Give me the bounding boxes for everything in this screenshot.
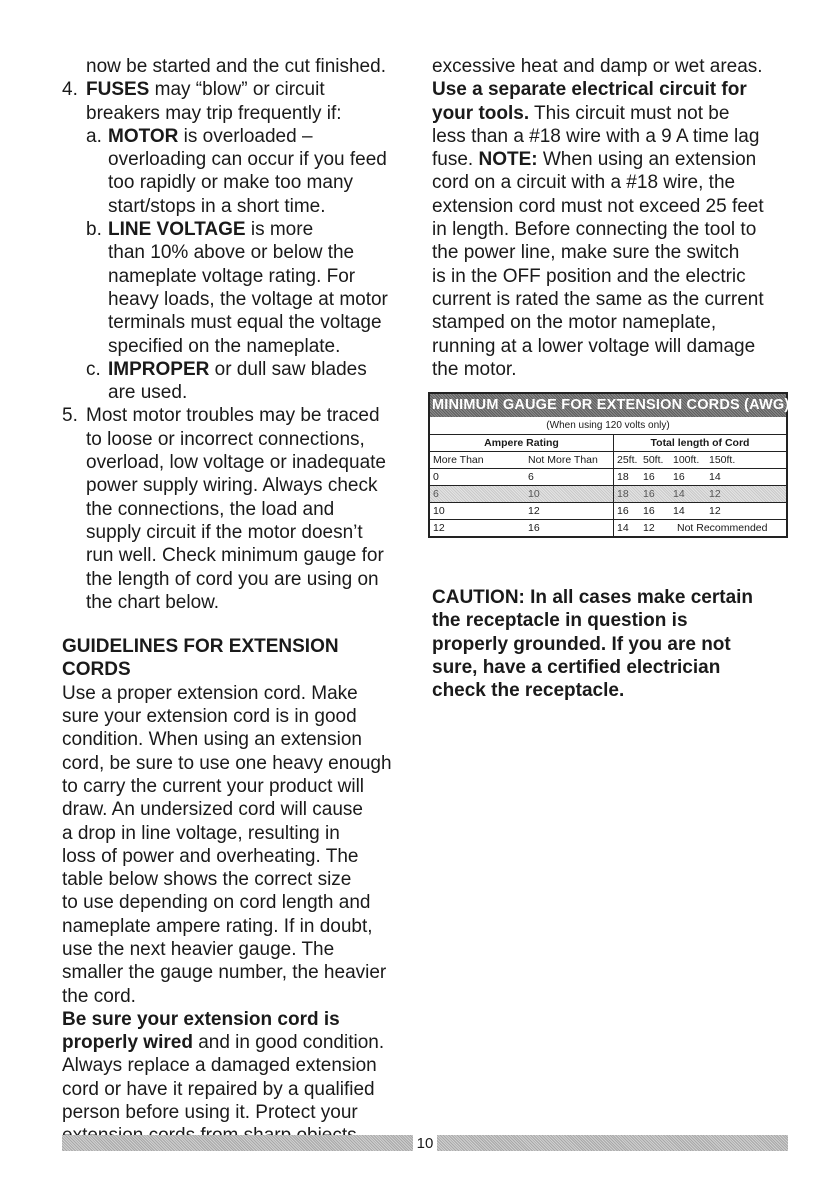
row-gauges [614, 486, 786, 502]
text-line: nameplate voltage rating. For [108, 265, 356, 287]
subheader-right [614, 452, 786, 468]
col-length: 100ft. [673, 453, 700, 466]
text-line: breakers may trip frequently if: [86, 102, 342, 124]
footer-bar-right [437, 1135, 788, 1151]
line-voltage-label: LINE VOLTAGE [108, 219, 246, 241]
table-subtitle: (When using 120 volts only) [430, 417, 786, 435]
cell-gauge: 12 [709, 504, 721, 517]
cell-gauge: 18 [617, 487, 629, 500]
text-line: may “blow” or circuit [149, 79, 325, 101]
list-number: 5. [62, 405, 78, 427]
text-line: Use a proper extension cord. Make [62, 682, 358, 704]
text-line: condition. When using an extension [62, 729, 362, 751]
text-line: supply circuit if the motor doesn’t [86, 521, 363, 543]
text-line: the motor. [432, 358, 517, 380]
cell-gauge: 16 [643, 504, 655, 517]
text-line: power supply wiring. Always check [86, 475, 378, 497]
text-line: to use depending on cord length and [62, 892, 371, 914]
cell-gauge: 12 [709, 487, 721, 500]
text-line: specified on the nameplate. [108, 335, 341, 357]
footer-bar-left [62, 1135, 413, 1151]
text-line: are used. [108, 382, 188, 404]
cell-gauge: 14 [709, 470, 721, 483]
text-line: use the next heavier gauge. The [62, 938, 335, 960]
cell-gauge: 16 [643, 470, 655, 483]
guidelines-paragraph [62, 682, 412, 1008]
cell-notmore: 6 [528, 470, 534, 483]
sub-item-c [86, 358, 412, 381]
text-line: person before using it. Protect your [62, 1102, 358, 1124]
cell-gauge: 16 [643, 487, 655, 500]
text-line: the chart below. [86, 591, 220, 613]
text-line: heavy loads, the voltage at motor [108, 288, 388, 310]
sub-list [62, 125, 412, 405]
row-ampere [430, 469, 614, 485]
list-item-5 [62, 404, 412, 427]
sub-letter: c. [86, 358, 101, 380]
cell-notmore: 16 [528, 521, 540, 534]
list-number: 4. [62, 79, 78, 101]
text-line: Always replace a damaged extension [62, 1055, 377, 1077]
cell-more: 0 [433, 470, 439, 483]
gauge-table [428, 392, 788, 538]
text-line: Most motor troubles may be traced [86, 405, 380, 427]
row-gauges [614, 469, 786, 485]
text-line: fuse. [432, 149, 479, 171]
left-column [62, 55, 412, 1148]
section-heading: CORDS [62, 659, 131, 681]
sub-letter: a. [86, 125, 102, 147]
table-row [430, 486, 786, 503]
text-line: run well. Check minimum gauge for [86, 545, 384, 567]
col-length: 50ft. [643, 453, 664, 466]
list-item-4 [62, 78, 412, 101]
note-label: NOTE: [478, 149, 538, 171]
col-length: 150ft. [709, 453, 736, 466]
page-number: 10 [416, 1134, 434, 1152]
row-ampere [430, 486, 614, 502]
text-line: current is rated the same as the current [432, 288, 764, 310]
cell-gauge: 16 [617, 504, 629, 517]
text-line: the connections, the load and [86, 498, 335, 520]
header-total-length: Total length of Cord [650, 436, 750, 449]
text-line: cord, be sure to use one heavy enough [62, 752, 392, 774]
caution-line: CAUTION: In all cases make certain [432, 587, 754, 608]
text-line: less than a #18 wire with a 9 A time lag [432, 125, 760, 147]
text-line: table below shows the correct size [62, 869, 352, 891]
text-line: smaller the gauge number, the heavier [62, 962, 387, 984]
cell-not-recommended: Not Recommended [677, 521, 768, 534]
caution-line: sure, have a certified electrician [432, 656, 721, 678]
cell-gauge: 12 [643, 521, 655, 534]
cell-more: 10 [433, 504, 445, 517]
cell-more: 12 [433, 521, 445, 534]
text-line: loss of power and overheating. The [62, 845, 359, 867]
caution-line: the receptacle in question is [432, 610, 688, 632]
text-line: too rapidly or make too many [108, 172, 354, 194]
bold-notice: properly wired [62, 1032, 193, 1054]
cell-notmore: 10 [528, 487, 540, 500]
page-footer [62, 1134, 788, 1152]
text-line: running at a lower voltage will damage [432, 335, 756, 357]
text-line: terminals must equal the voltage [108, 312, 382, 334]
fuses-label: FUSES [86, 79, 150, 101]
text-line: the length of cord you are using on [86, 568, 379, 590]
text-line: cord on a circuit with a #18 wire, the [432, 172, 736, 194]
bold-notice: Be sure your extension cord is [62, 1008, 340, 1030]
text-line: or dull saw blades [209, 358, 367, 380]
text-line: excessive heat and damp or wet areas. [432, 56, 763, 77]
col-length: 25ft. [617, 453, 638, 466]
table-subheader-row [430, 452, 786, 469]
col-more-than: More Than [433, 453, 484, 466]
text-line: and in good condition. [192, 1032, 385, 1054]
text-line: start/stops in a short time. [108, 195, 326, 217]
text-line: overload, low voltage or inadequate [86, 452, 386, 474]
text-line: than 10% above or below the [108, 242, 355, 264]
cell-more: 6 [433, 487, 439, 500]
text-line: to loose or incorrect connections, [86, 428, 365, 450]
row-ampere [430, 503, 614, 519]
header-ampere-rating: Ampere Rating [430, 435, 614, 451]
text-line: When using an extension [537, 149, 757, 171]
cell-gauge: 16 [673, 470, 685, 483]
text-line: is in the OFF position and the electric [432, 265, 746, 287]
table-title: MINIMUM GAUGE FOR EXTENSION CORDS (AWG) [430, 394, 786, 417]
text-line: the power line, make sure the switch [432, 242, 740, 264]
bold-notice: Use a separate electrical circuit for [432, 79, 747, 101]
cell-gauge: 14 [617, 521, 629, 534]
text-line: a drop in line voltage, resulting in [62, 822, 340, 844]
motor-label: MOTOR [108, 125, 179, 147]
caution-line: check the receptacle. [432, 680, 625, 702]
table-row [430, 503, 786, 520]
text-line: is more [245, 219, 314, 241]
cell-notmore: 12 [528, 504, 540, 517]
text-line: in length. Before connecting the tool to [432, 219, 757, 241]
text-line: nameplate ampere rating. If in doubt, [62, 915, 373, 937]
subheader-left [430, 452, 614, 468]
text-line: to carry the current your product will [62, 775, 365, 797]
cell-gauge: 18 [617, 470, 629, 483]
text-line: This circuit must not be [529, 102, 730, 124]
text-line: stamped on the motor nameplate, [432, 312, 717, 334]
table-header-row [430, 435, 786, 452]
cell-gauge: 14 [673, 487, 685, 500]
text-line: the cord. [62, 985, 136, 1007]
right-column [432, 55, 792, 381]
col-not-more-than: Not More Than [528, 453, 598, 466]
text-line: cord or have it repaired by a qualified [62, 1078, 375, 1100]
cell-gauge: 14 [673, 504, 685, 517]
text-line: now be started and the cut finished. [86, 56, 386, 77]
table-row [430, 469, 786, 486]
sub-item-b [86, 218, 412, 241]
sub-item-a [86, 125, 412, 148]
text-line: overloading can occur if you feed [108, 149, 387, 171]
improper-label: IMPROPER [108, 358, 210, 380]
sub-letter: b. [86, 219, 102, 241]
text-line: is overloaded – [178, 125, 313, 147]
section-heading: GUIDELINES FOR EXTENSION [62, 636, 339, 658]
table-row [430, 520, 786, 536]
text-line: draw. An undersized cord will cause [62, 799, 363, 821]
text-line: sure your extension cord is in good [62, 706, 357, 728]
row-gauges [614, 503, 786, 519]
text-line: extension cord must not exceed 25 feet [432, 195, 764, 217]
caution-notice [432, 586, 792, 702]
bold-notice: your tools. [432, 102, 530, 124]
row-gauges [614, 520, 786, 536]
caution-line: properly grounded. If you are not [432, 633, 731, 655]
row-ampere [430, 520, 614, 536]
